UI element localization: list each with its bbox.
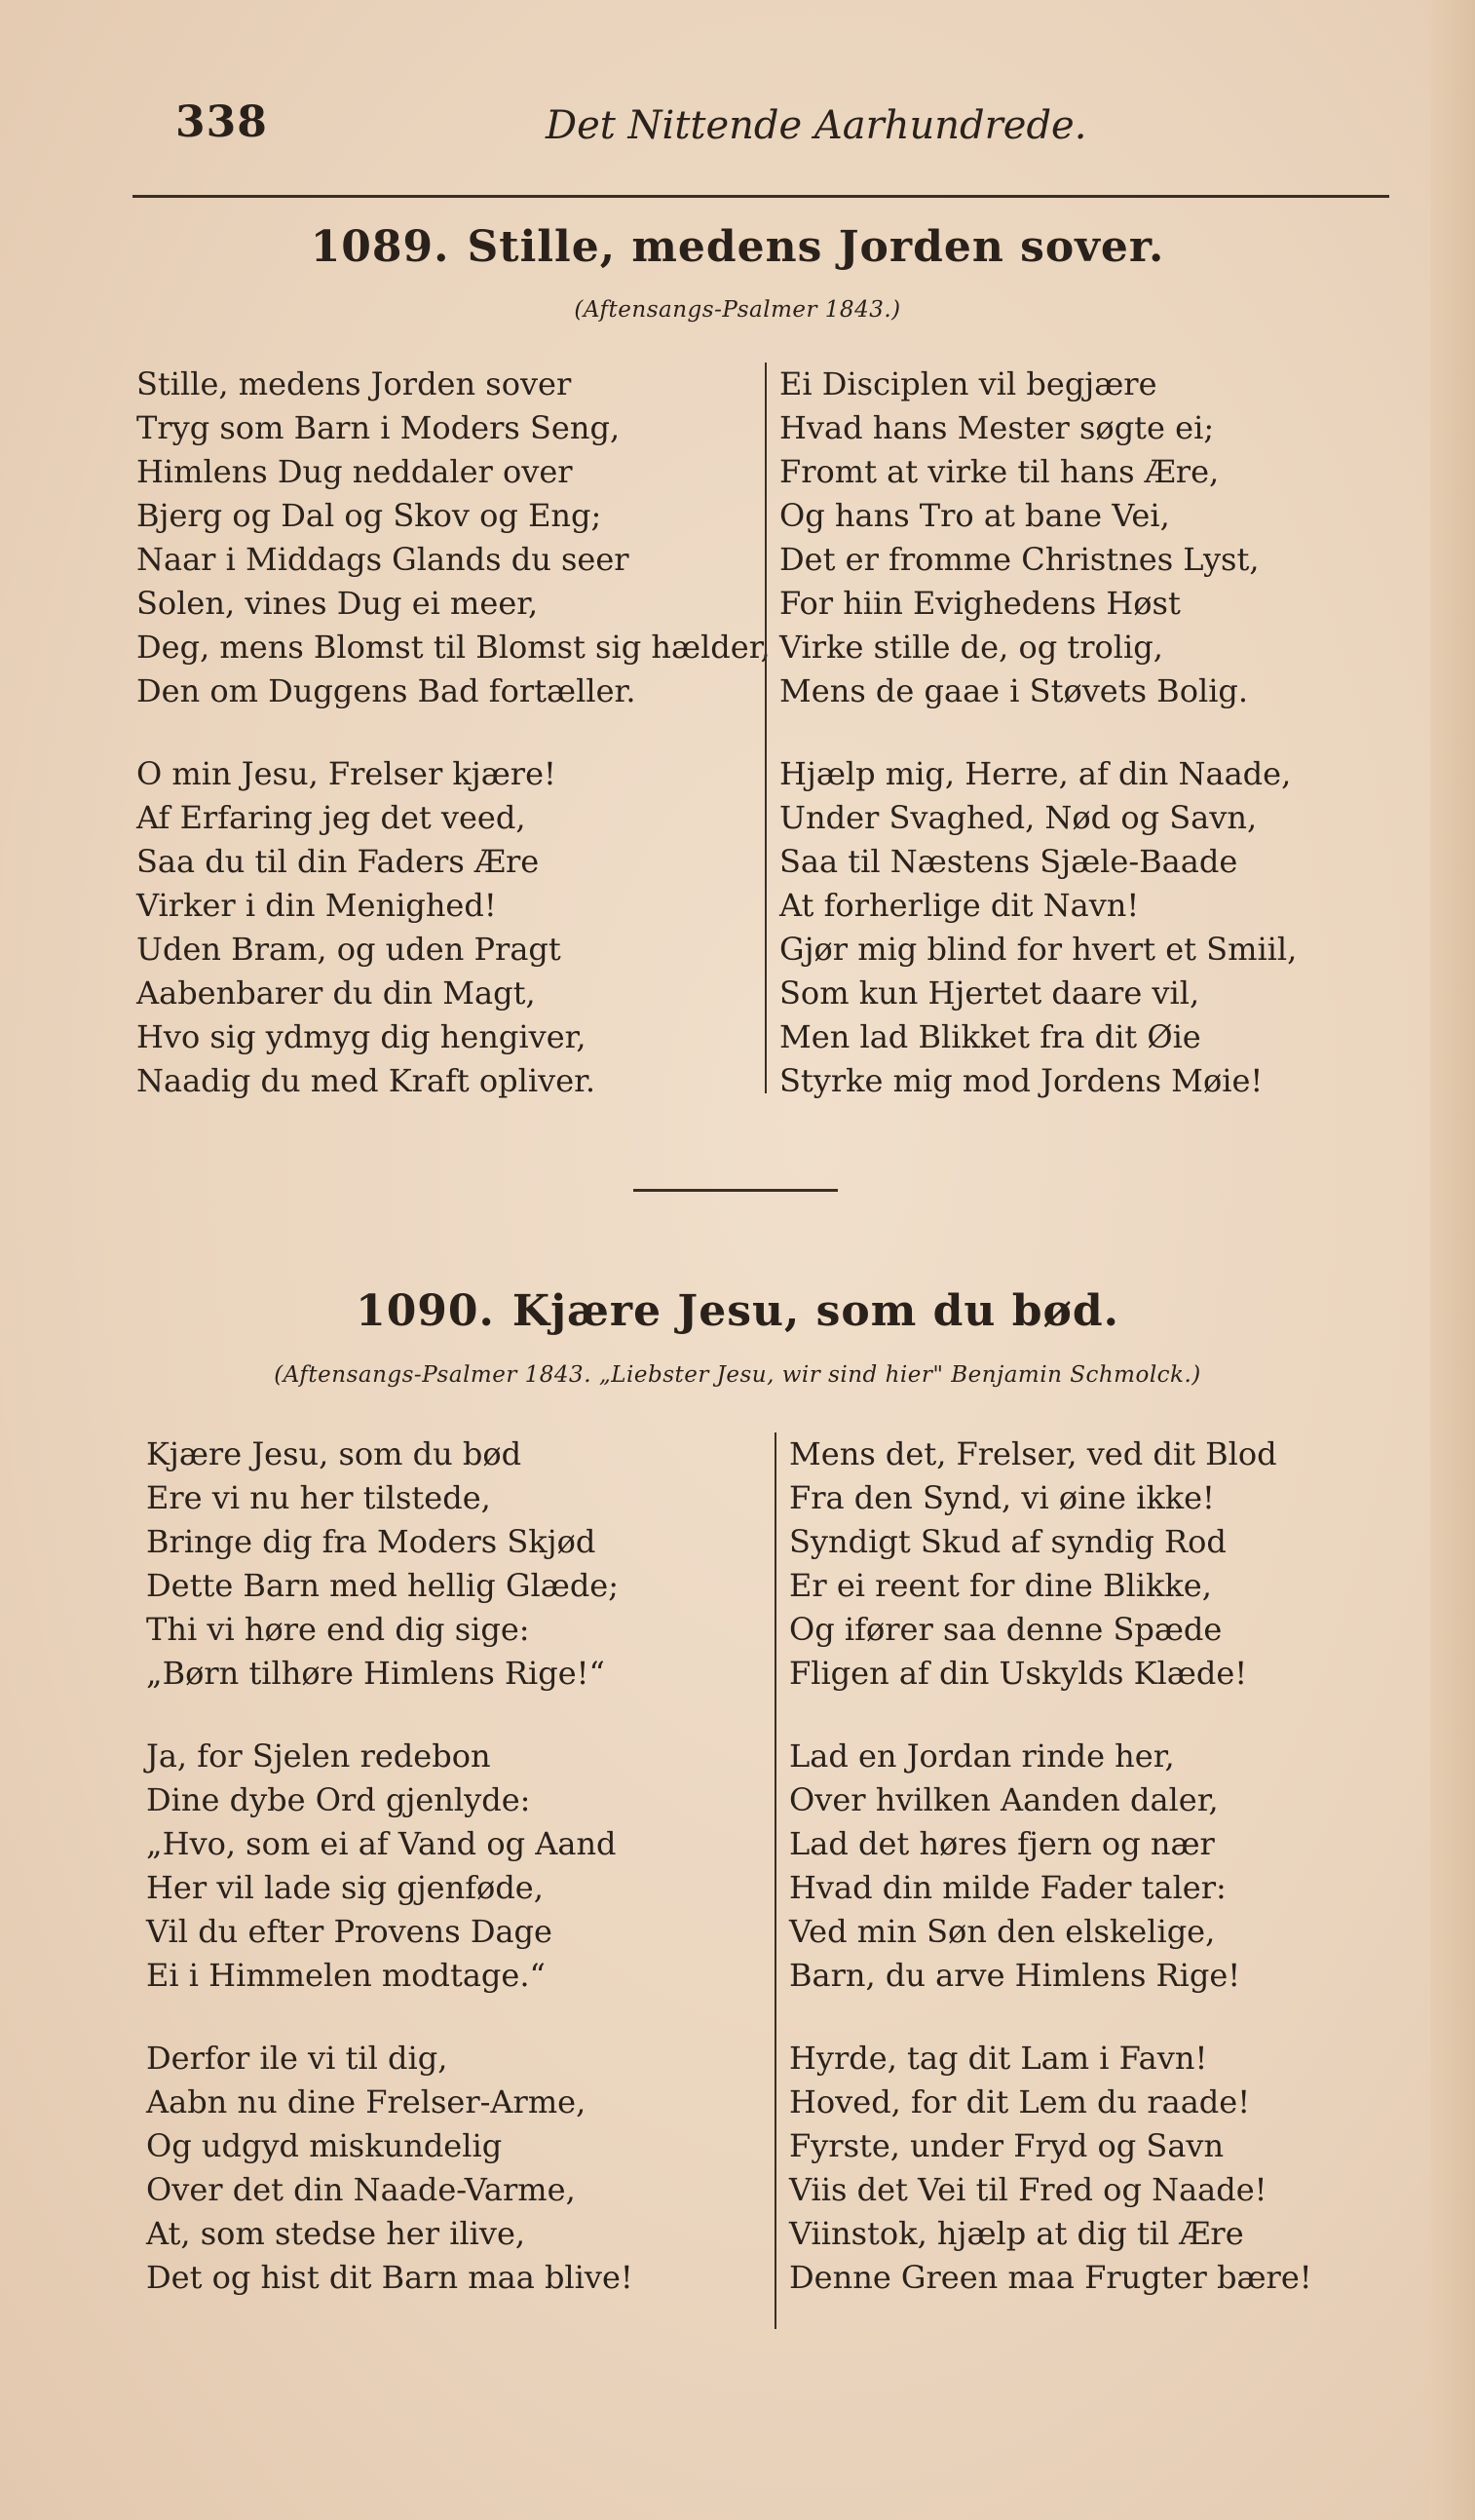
stanza (789, 2037, 1312, 2300)
column-divider (765, 363, 767, 1093)
verse-line: Dine dybe Ord gjenlyde: (146, 1781, 531, 1818)
verse-line: Og udgyd miskundelig (146, 2127, 503, 2164)
verse-line: Fra den Synd, vi øine ikke! (789, 1479, 1215, 1516)
verse-line: Her vil lade sig gjenføde, (146, 1869, 544, 1906)
verse-line: Virke stille de, og trolig, (779, 629, 1163, 666)
verse-line: Hvo sig ydmyg dig hengiver, (136, 1018, 586, 1055)
verse-line: Lad det høres fjern og nær (789, 1825, 1215, 1862)
verse-line: Kjære Jesu, som du bød (146, 1435, 522, 1472)
verse-line: Mens de gaae i Støvets Bolig. (779, 672, 1249, 709)
stanza (779, 752, 1297, 1103)
verse-line: Ere vi nu her tilstede, (146, 1479, 491, 1516)
header-rule (132, 195, 1389, 198)
stanza (136, 752, 771, 1103)
verse-line: Hvad hans Mester søgte ei; (779, 409, 1215, 446)
verse-line: Bjerg og Dal og Skov og Eng; (136, 497, 602, 534)
stanza (789, 1432, 1312, 1696)
verse-line: Syndigt Skud af syndig Rod (789, 1523, 1227, 1560)
page-number: 338 (175, 97, 268, 147)
section-divider (633, 1189, 838, 1192)
verse-line: Den om Duggens Bad fortæller. (136, 672, 636, 709)
running-title: Det Nittende Aarhundrede. (546, 103, 1087, 148)
verse-line: For hiin Evighedens Høst (779, 585, 1181, 622)
verse-line: Er ei reent for dine Blikke, (789, 1567, 1212, 1604)
verse-line: Virker i din Menighed! (136, 887, 497, 924)
hymn-number: 1089. (310, 222, 450, 272)
hymn-1089-left-column (136, 363, 771, 1103)
verse-line: Mens det, Frelser, ved dit Blod (789, 1435, 1277, 1472)
verse-line: Naadig du med Kraft opliver. (136, 1062, 596, 1099)
stanza (779, 363, 1297, 713)
verse-line: Ei i Himmelen modtage.“ (146, 1957, 546, 1994)
verse-line: Men lad Blikket fra dit Øie (779, 1018, 1201, 1055)
hymn-heading: Stille, medens Jorden sover. (467, 222, 1165, 272)
verse-line: Hoved, for dit Lem du raade! (789, 2083, 1251, 2120)
verse-line: Viis det Vei til Fred og Naade! (789, 2171, 1267, 2208)
verse-line: Thi vi høre end dig sige: (146, 1611, 530, 1648)
verse-line: Bringe dig fra Moders Skjød (146, 1523, 596, 1560)
hymn-source-1089: (Aftensangs-Psalmer 1843.) (574, 297, 901, 323)
verse-line: Det og hist dit Barn maa blive! (146, 2259, 633, 2296)
verse-line: Hyrde, tag dit Lam i Favn! (789, 2040, 1208, 2077)
verse-line: Aabenbarer du din Magt, (136, 974, 536, 1012)
verse-line: Solen, vines Dug ei meer, (136, 585, 539, 622)
verse-line: Barn, du arve Himlens Rige! (789, 1957, 1241, 1994)
verse-line: Og hans Tro at bane Vei, (779, 497, 1170, 534)
verse-line: Himlens Dug neddaler over (136, 453, 573, 490)
verse-line: Derfor ile vi til dig, (146, 2040, 448, 2077)
verse-line: Og ifører saa denne Spæde (789, 1611, 1223, 1648)
verse-line: Denne Green maa Frugter bære! (789, 2259, 1312, 2296)
verse-line: At, som stedse her ilive, (146, 2215, 526, 2252)
verse-line: At forherlige dit Navn! (779, 887, 1140, 924)
verse-line: Ja, for Sjelen redebon (146, 1737, 491, 1775)
verse-line: Stille, medens Jorden sover (136, 365, 572, 402)
verse-line: Aabn nu dine Frelser-Arme, (146, 2083, 586, 2120)
verse-line: Hvad din milde Fader taler: (789, 1869, 1227, 1906)
verse-line: Lad en Jordan rinde her, (789, 1737, 1175, 1775)
verse-line: Naar i Middags Glands du seer (136, 541, 629, 578)
verse-line: Over hvilken Aanden daler, (789, 1781, 1219, 1818)
verse-line: Uden Bram, og uden Pragt (136, 931, 561, 968)
stanza (146, 2037, 633, 2300)
stanza (146, 1735, 633, 1998)
verse-line: Saa du til din Faders Ære (136, 843, 540, 880)
verse-line: Dette Barn med hellig Glæde; (146, 1567, 620, 1604)
verse-line: „Hvo, som ei af Vand og Aand (146, 1825, 617, 1862)
hymn-1090-right-column (789, 1432, 1312, 2300)
stanza (146, 1432, 633, 1696)
verse-line: Det er fromme Christnes Lyst, (779, 541, 1260, 578)
hymn-1089-right-column (779, 363, 1297, 1103)
stanza (136, 363, 771, 713)
verse-line: Fyrste, under Fryd og Savn (789, 2127, 1225, 2164)
verse-line: Viinstok, hjælp at dig til Ære (789, 2215, 1244, 2252)
verse-line: Fligen af din Uskylds Klæde! (789, 1655, 1248, 1692)
verse-line: Tryg som Barn i Moders Seng, (136, 409, 621, 446)
verse-line: „Børn tilhøre Himlens Rige!“ (146, 1655, 605, 1692)
verse-line: O min Jesu, Frelser kjære! (136, 755, 556, 792)
column-divider (775, 1432, 776, 2329)
verse-line: Ved min Søn den elskelige, (789, 1913, 1216, 1950)
hymn-title-1089 (0, 222, 1475, 272)
page-edge (1430, 0, 1475, 2520)
verse-line: Ei Disciplen vil begjære (779, 365, 1157, 402)
hymn-source-1090: (Aftensangs-Psalmer 1843. „Liebster Jesu, wir sind hier" Benjamin Schmolck.) (274, 1362, 1201, 1388)
verse-line: Deg, mens Blomst til Blomst sig hælder, (136, 629, 771, 666)
verse-line: Af Erfaring jeg det veed, (136, 799, 526, 836)
verse-line: Vil du efter Provens Dage (146, 1913, 552, 1950)
verse-line: Som kun Hjertet daare vil, (779, 974, 1200, 1012)
hymn-1090-left-column (146, 1432, 633, 2300)
page-header (175, 97, 1393, 156)
verse-line: Gjør mig blind for hvert et Smiil, (779, 931, 1298, 968)
stanza (789, 1735, 1312, 1998)
hymn-heading: Kjære Jesu, som du bød. (511, 1286, 1119, 1336)
verse-line: Saa til Næstens Sjæle-Baade (779, 843, 1238, 880)
hymn-number: 1090. (356, 1286, 495, 1336)
verse-line: Over det din Naade-Varme, (146, 2171, 576, 2208)
verse-line: Styrke mig mod Jordens Møie! (779, 1062, 1264, 1099)
verse-line: Hjælp mig, Herre, af din Naade, (779, 755, 1292, 792)
hymn-title-1090 (0, 1286, 1475, 1336)
verse-line: Fromt at virke til hans Ære, (779, 453, 1220, 490)
verse-line: Under Svaghed, Nød og Savn, (779, 799, 1258, 836)
